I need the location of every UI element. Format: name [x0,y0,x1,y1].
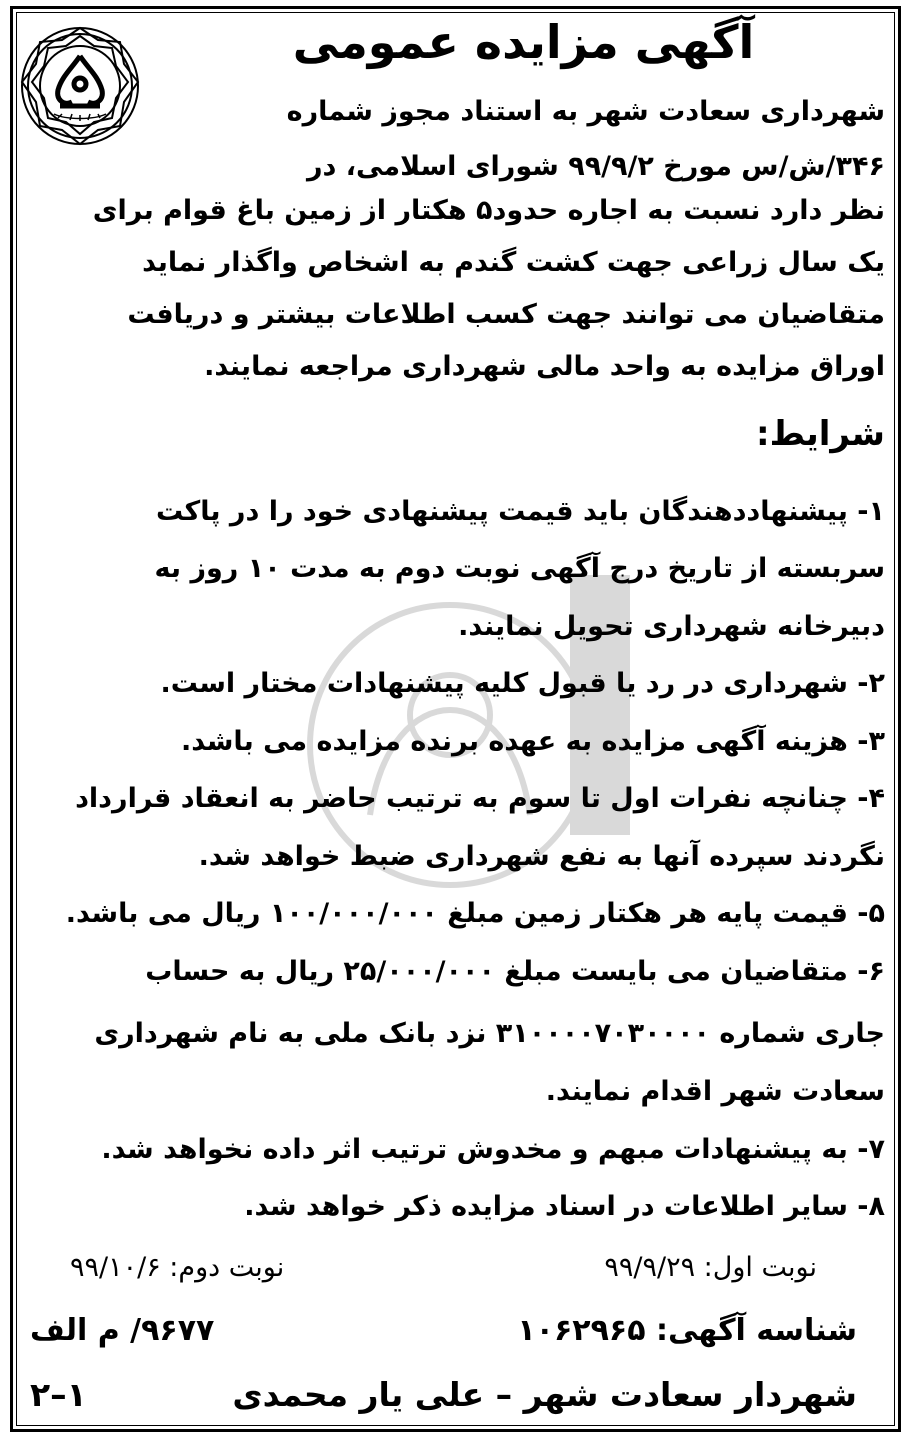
condition-line: جاری شماره ۳۱۰۰۰۰۷۰۳۰۰۰۰ نزد بانک ملی به نام شهرداری [94,1018,885,1049]
condition-line: سعادت شهر اقدام نمایند. [545,1076,885,1107]
condition-line: ۳- هزینه آگهی مزایده به عهده برنده مزایده می باشد. [181,726,885,757]
page-reference: ۱–۲ [30,1375,87,1414]
condition-line: ۶- متقاضیان می بایست مبلغ ۲۵/۰۰۰/۰۰۰ ریال به حساب [145,956,885,987]
intro-line: شهرداری سعادت شهر به استناد مجوز شماره [286,96,885,127]
municipality-seal-logo [16,10,144,162]
condition-line: ۸- سایر اطلاعات در اسناد مزایده ذکر خواهد شد. [244,1191,885,1222]
condition-line: ۲- شهرداری در رد یا قبول کلیه پیشنهادات مختار است. [160,668,885,699]
first-publication-date: نوبت اول: ۹۹/۹/۲۹ [604,1252,817,1283]
intro-line: متقاضیان می توانند جهت کسب اطلاعات بیشتر و دریافت [127,299,885,330]
condition-line: ۷- به پیشنهادات مبهم و مخدوش ترتیب اثر داده نخواهد شد. [101,1134,885,1165]
intro-line: یک سال زراعی جهت کشت گندم به اشخاص واگذار نماید [142,247,885,278]
condition-line: سربسته از تاریخ درج آگهی نوبت دوم به مدت ۱۰ روز به [154,553,885,584]
condition-line: ۴- چنانچه نفرات اول تا سوم به ترتیب حاضر به انعقاد قرارداد [75,783,885,814]
condition-line: نگردند سپرده آنها به نفع شهرداری ضبط خواهد شد. [198,841,885,872]
ad-title: آگهی مزایده عمومی [292,15,755,69]
intro-line: نظر دارد نسبت به اجاره حدود۵ هکتار از زمین باغ قوام برای [92,195,885,226]
ad-reference-number: ۹۶۷۷/ م الف [30,1313,215,1348]
condition-line: ۱- پیشنهاددهندگان باید قیمت پیشنهادی خود را در پاکت [155,496,885,527]
intro-line: ۳۴۶/ش/س مورخ ۹۹/۹/۲ شورای اسلامی، در [306,151,885,182]
condition-line: دبیرخانه شهرداری تحویل نمایند. [458,611,885,642]
condition-line: ۵- قیمت پایه هر هکتار زمین مبلغ ۱۰۰/۰۰۰/۰۰۰ ریال می باشد. [65,898,885,929]
ad-identifier: شناسه آگهی: ۱۰۶۲۹۶۵ [517,1313,857,1348]
conditions-heading: شرایط: [755,414,885,454]
intro-line: اوراق مزایده به واحد مالی شهرداری مراجعه نمایند. [204,351,885,382]
mayor-signature: شهردار سعادت شهر – علی یار محمدی [232,1375,857,1414]
second-publication-date: نوبت دوم: ۹۹/۱۰/۶ [70,1252,285,1283]
